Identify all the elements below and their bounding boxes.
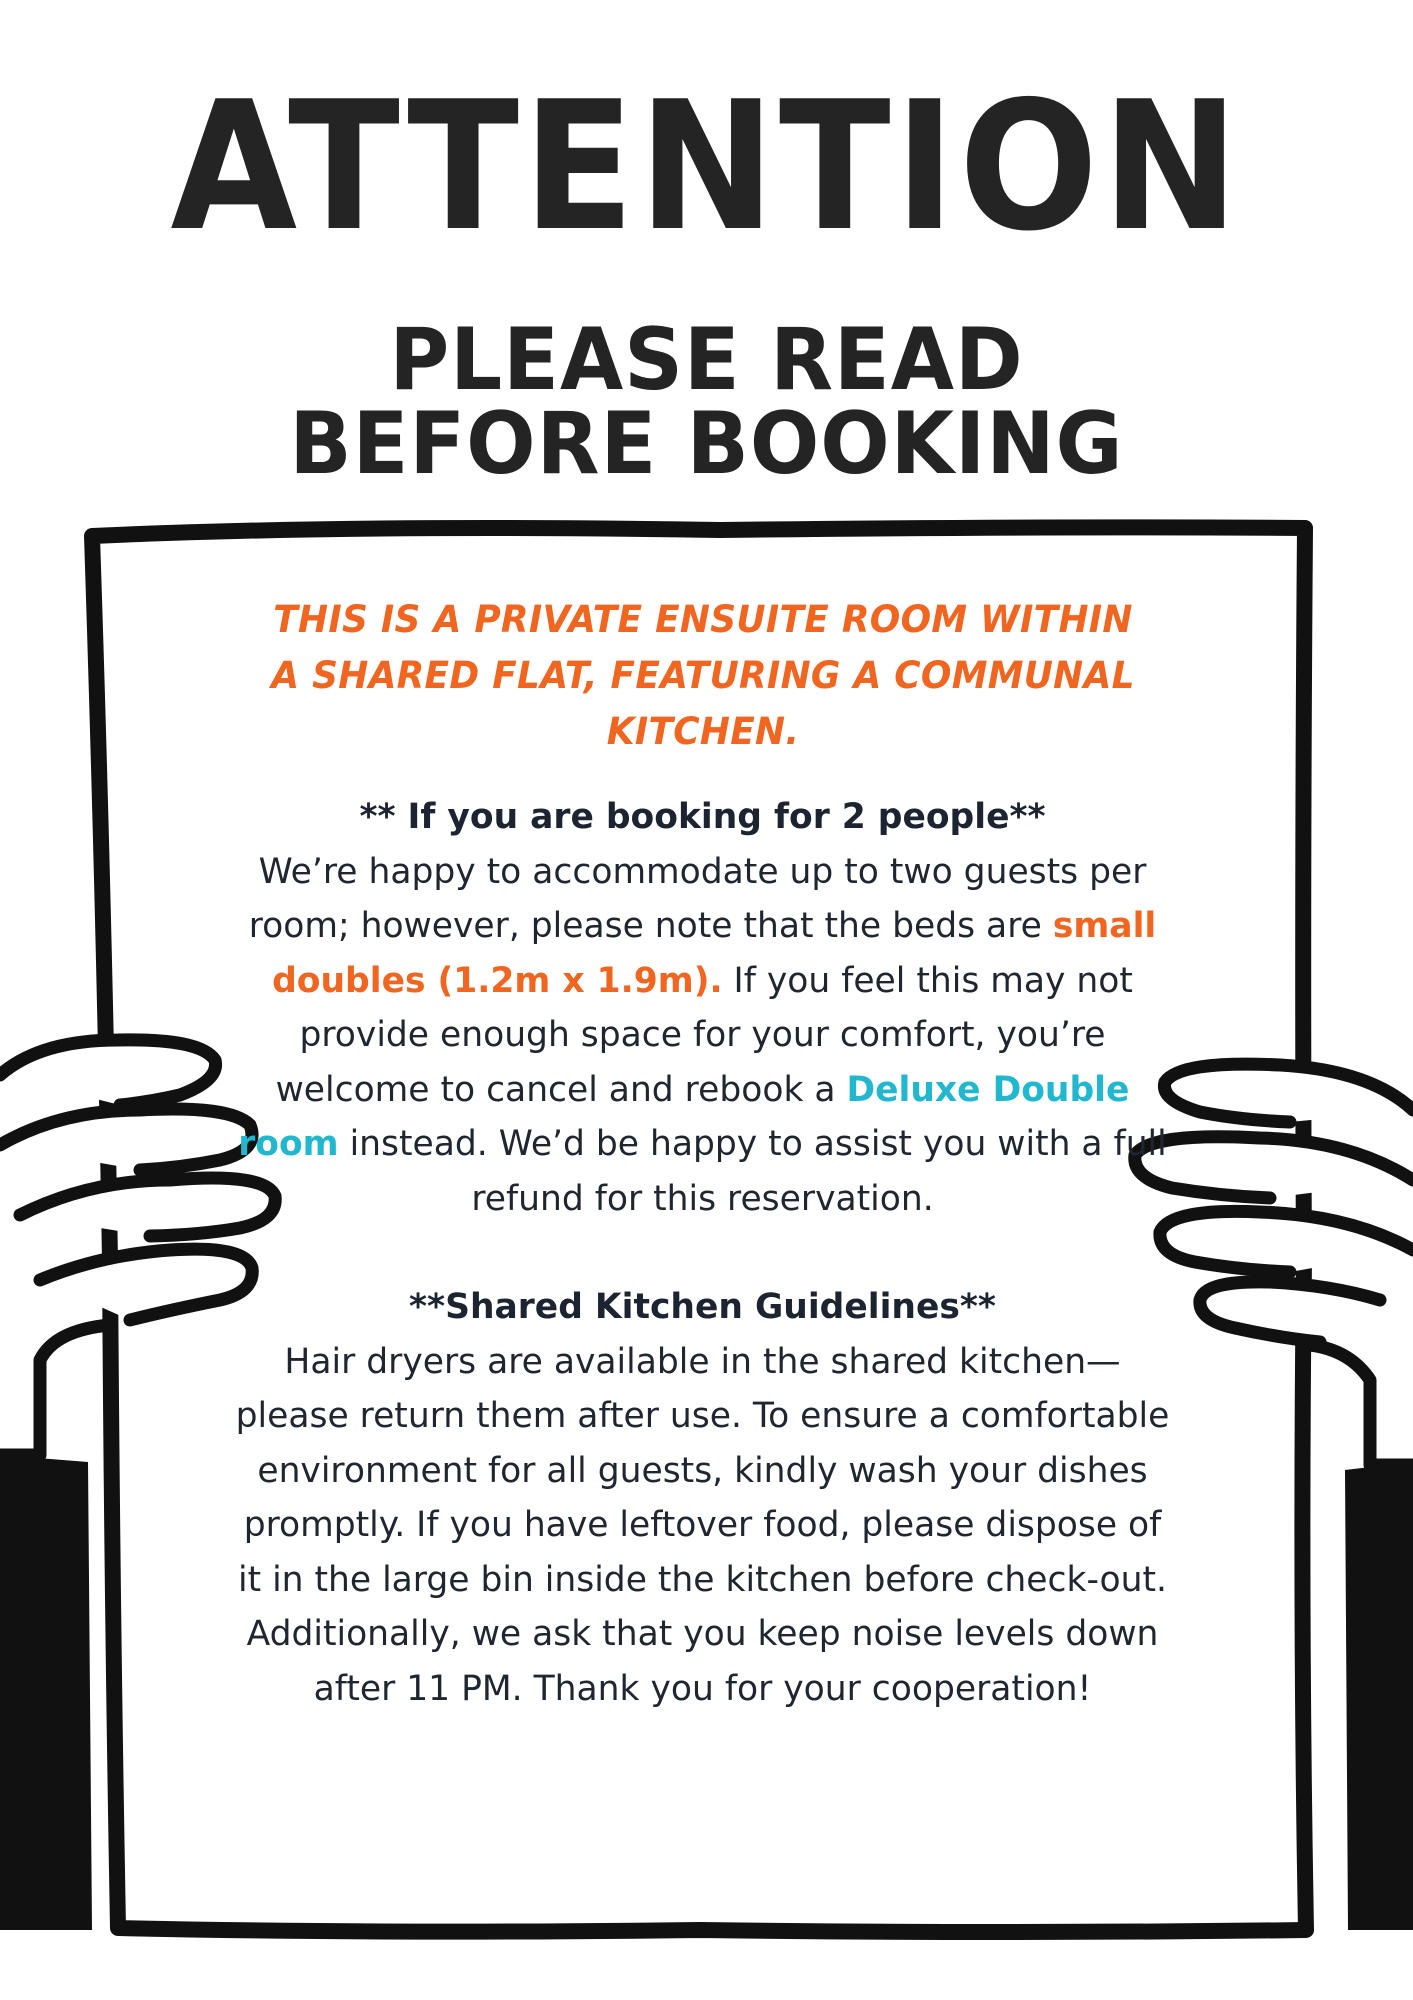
subheading-line-1: PLEASE READ (389, 310, 1024, 410)
attention-heading: ATTENTION (170, 63, 1243, 270)
notice-content (235, 592, 1170, 1716)
right-sleeve (1345, 1462, 1413, 1930)
bed-size-highlight: small doubles (1.2m x 1.9m). (272, 906, 1157, 1001)
room-type-notice: THIS IS A PRIVATE ENSUITE ROOM WITHIN A SHARED FLAT, FEATURING A COMMUNAL KITCHEN. (270, 598, 1135, 753)
booking-section (235, 790, 1170, 1226)
subheading-line-2: BEFORE BOOKING (289, 394, 1124, 494)
booking-text-part1: We’re happy to accommodate up to two guests per room; however, please note that the beds are (248, 851, 1147, 946)
left-sleeve (0, 1455, 92, 1930)
booking-text-part3: instead. We’d be happy to assist you with a full refund for this reservation. (338, 1124, 1167, 1219)
deluxe-room-highlight: Deluxe Double room (238, 1069, 1130, 1164)
booking-section-title: ** If you are booking for 2 people** (359, 797, 1046, 837)
kitchen-section-title: **Shared Kitchen Guidelines** (409, 1287, 996, 1327)
kitchen-section (235, 1280, 1170, 1716)
kitchen-guidelines-text: Hair dryers are available in the shared kitchen—please return them after use. To ensure a comfortable environment for all guests, kindly wash your dishes promptly. If you have leftover food, please dispose of it in the large bin inside the kitchen before check-out. Additionally, we ask that you keep noise levels down after 11 PM. Thank you for your cooperation! (235, 1341, 1170, 1709)
booking-text-part2: If you feel this may not provide enough space for your comfort, you’re welcome to cancel and rebook a (275, 960, 1133, 1110)
